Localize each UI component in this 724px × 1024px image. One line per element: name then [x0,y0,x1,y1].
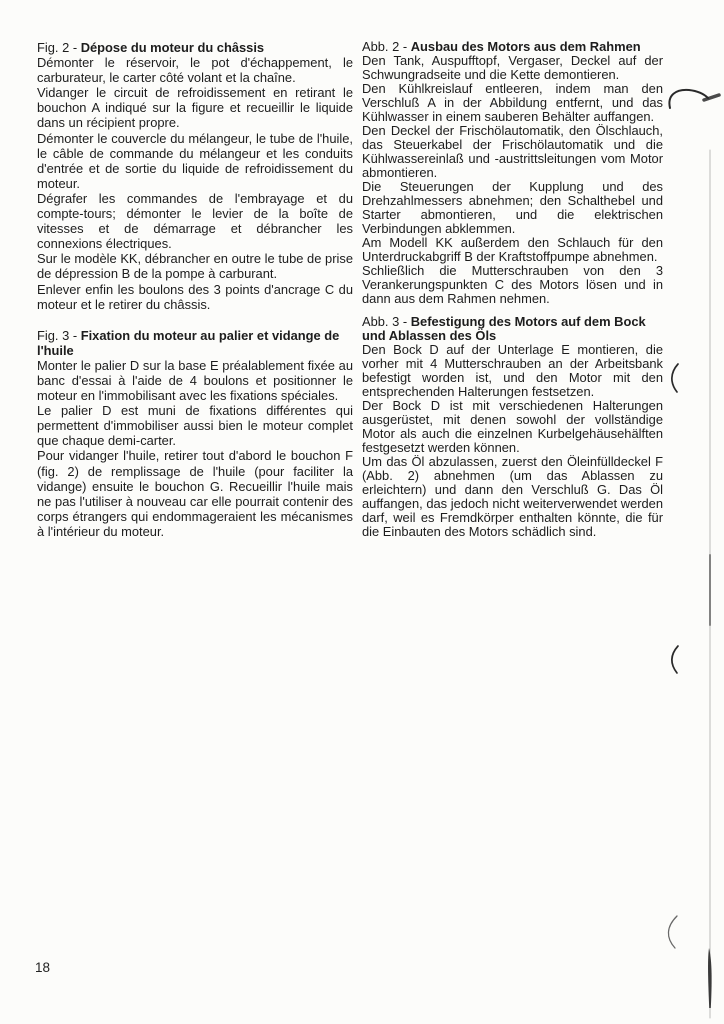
paragraph: Sur le modèle KK, débrancher en outre le tube de prise de dépression B de la pompe à carburant. [37,251,353,282]
paragraph: Den Kühlkreislauf entleeren, indem man den Verschluß A in der Abbildung entfernt, und das Kühlwasser in einem sauberen Behälter auffangen. [362,81,663,124]
paragraph: Démonter le couvercle du mélangeur, le tube de l'huile, le câble de commande du mélangeur et les conduits d'entrée et de sortie du liquide de refroidissement du moteur. [37,130,353,191]
paragraph: Den Deckel der Frischölautomatik, den Ölschlauch, das Steuerkabel der Frischölautomatik und die Kühlwassereinlaß und -austrittsleitungen vom Motor abmontieren. [362,123,663,180]
paragraph: Der Bock D ist mit verschiedenen Halterungen ausgerüstet, mit denen sowohl der vollständige Motor als auch die einzelnen Kurbelgehäusehälften festgesetzt werden können. [362,398,663,455]
figure-label: Abb. 3 - [362,314,411,329]
paragraph: Le palier D est muni de fixations différentes qui permettent d'immobiliser aussi bien le moteur complet que chaque demi-carter. [37,403,353,449]
paragraph: Dégrafer les commandes de l'embrayage et du compte-tours; démonter le levier de la boîte de vitesses et de démarrage et débrancher les connexions électriques. [37,190,353,252]
section-heading [362,40,663,54]
figure-label: Fig. 2 - [37,40,81,55]
section-fig3 [37,328,353,539]
paragraph: Schließlich die Mutterschrauben von den 3 Verankerungspunkten C des Motors lösen und in dann aus dem Rahmen nehmen. [362,263,663,306]
page-curl-mark [704,95,719,100]
section-heading [37,328,353,358]
paragraph: Um das Öl abzulassen, zuerst den Öleinfülldeckel F (Abb. 2) abnehmen (um das Ablassen zu erleichtern) und dann den Verschluß G. Das Öl auffangen, das jedoch nicht weiterverwendet werden darf, weil es Fremdkörper enthalten könnte, die für die Einbauten des Motors schädlich sind. [362,454,663,539]
section-title: Ausbau des Motors aus dem Rahmen [410,39,641,54]
column-french [37,40,353,539]
figure-label: Fig. 3 - [37,327,81,343]
column-german [362,40,663,539]
section-fig2 [37,40,353,312]
paragraph: Vidanger le circuit de refroidissement en retirant le bouchon A indiqué sur la figure et recueillir le liquide dans un récipient propre. [37,85,353,131]
page-curl-mark [669,90,708,108]
section-title: Dépose du moteur du châssis [80,40,265,55]
section-heading [37,40,353,55]
binding-mark [672,646,678,673]
figure-label: Abb. 2 - [362,39,411,54]
section-abb3 [362,315,663,539]
binding-mark [668,916,677,948]
paragraph: Den Tank, Auspufftopf, Vergaser, Deckel auf der Schwungradseite und die Kette demontieren. [362,53,663,82]
binding-mark [672,364,678,392]
paragraph: Am Modell KK außerdem den Schlauch für den Unterdruckabgriff B der Kraftstoffpumpe abnehmen. [362,235,663,264]
page-number: 18 [35,960,51,975]
page-edge-shadow [708,948,712,1008]
paragraph: Pour vidanger l'huile, retirer tout d'abord le bouchon F (fig. 2) de remplissage de l'huile (pour faciliter la vidange) ensuite le bouchon G. Recueillir l'huile mais ne pas l'utiliser à nouveau car elle pourrait contenir des corps étrangers qui endommageraient les mécanismes à l'intérieur du moteur. [37,448,353,539]
section-heading [362,315,663,343]
paragraph: Monter le palier D sur la base E préalablement fixée au banc d'essai à l'aide de 4 boulons et positionner le moteur en l'immobilisant avec les fixations spéciales. [37,357,353,404]
section-abb2 [362,40,663,306]
section-title: Fixation du moteur au palier et vidange de l'huile [37,327,340,358]
paragraph: Enlever enfin les boulons des 3 points d'ancrage C du moteur et le retirer du châssis. [37,281,353,312]
section-title: Befestigung des Motors auf dem Bock und Ablassen des Öls [362,314,646,343]
paragraph: Die Steuerungen der Kupplung und des Drehzahlmessers abnehmen; den Schalthebel und Starter abmontieren, und die elektrischen Verbindungen abklemmen. [362,179,663,236]
paragraph: Den Bock D auf der Unterlage E montieren, die vorher mit 4 Mutterschrauben an der Arbeitsbank befestigt worden ist, und den Motor mit den entsprechenden Halterungen festsetzen. [362,342,663,399]
paragraph: Démonter le réservoir, le pot d'échappement, le carburateur, le carter côté volant et la chaîne. [37,55,353,86]
